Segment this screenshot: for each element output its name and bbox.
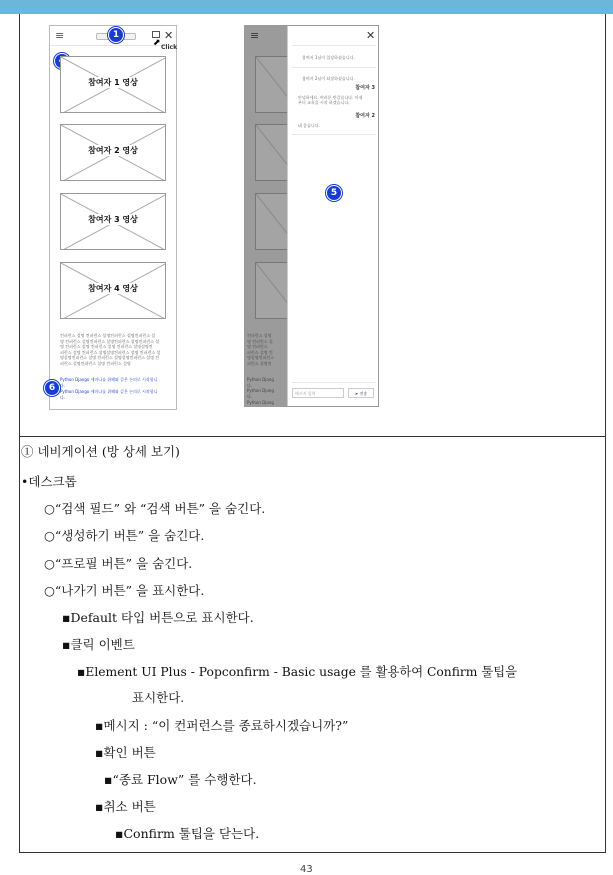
mockup-header [50,26,178,51]
list-item-level4: ▪확인 버튼 [95,745,156,760]
participant-video-tile [60,262,166,319]
info-link[interactable]: Python Django 세미나를 위해와 같은 논의로 시작합니 [60,377,158,382]
section-divider [20,436,605,437]
drawer-divider [292,382,376,383]
list-item-text: 취소 버튼 [103,799,156,814]
dimmed-text: 명 컨퍼런스 설 [247,338,273,344]
list-item-text: “생성하기 버튼” 을 숨긴다. [54,528,205,543]
description-line: 퍼런스 설명컨퍼런스 설명 컨퍼런스 설명 [60,360,131,366]
dimmed-text: 명 컨퍼런스 [247,344,268,349]
click-label: Click [161,44,178,51]
room-detail-mockup [49,25,177,410]
dimmed-text: 퍼런스 설명컨 [247,360,272,366]
list-item-level1: •데스크톱 [21,474,77,489]
page-number: 43 [300,864,313,875]
info-link[interactable]: Python Django 세미나를 위해와 같은 논의로 시작합니 [60,389,158,394]
chat-icon[interactable] [152,31,160,38]
participant-video-tile [60,124,166,181]
list-item-level2: ○“검색 필드” 와 “검색 버튼” 을 숨긴다. [44,501,266,516]
participant-video-tile [60,56,166,113]
sender-name: 참여자 2 [355,113,375,119]
list-item-level3: ▪클릭 이벤트 [62,637,135,652]
list-item-level4: ▪메시지 : “이 컨퍼런스를 종료하시겠습니까?” [95,718,349,733]
list-item-text: Confirm 툴팁을 닫는다. [123,826,260,841]
send-label: 전송 [359,391,368,396]
description-line: 컨퍼런스 설명 컨퍼런스 설명컨퍼런스 설명컨퍼런스 설 [60,333,156,338]
list-item-level2: ○“프로필 버튼” 을 숨긴다. [44,556,193,571]
description-line: 명 컨퍼런스 설명컨퍼런스 설명컨퍼런스 설명컨퍼런스 설 [60,338,160,344]
chat-drawer-mockup [244,25,379,407]
badge-1: 1 [108,27,124,43]
badge-6: 6 [44,380,60,396]
chat-drawer [287,26,379,406]
chat-input[interactable]: 메시지 입력 [292,388,344,398]
description-line: 퍼런스 설명 컨퍼런스 설명설명컨퍼런스 설명 컨퍼런스 설 [60,349,161,355]
list-item-text: 클릭 이벤트 [70,637,135,652]
info-link[interactable]: 다. [60,382,66,388]
list-item-text: “검색 필드” 와 “검색 버튼” 을 숨긴다. [54,501,266,516]
close-icon[interactable]: ✕ [164,29,174,42]
chat-message: 네 좋습니다. [298,123,320,128]
badge-5: 5 [326,185,342,201]
participant-video-label: 참여자 4 영상 [85,283,141,294]
dimmed-text: 명설명컨퍼런스 [247,355,275,360]
drawer-divider [292,134,376,135]
send-button[interactable] [348,388,374,398]
section-heading: ① 네비게이션 (방 상세 보기) [21,444,180,459]
hamburger-menu-icon[interactable]: ≡ [250,29,260,42]
top-color-bar [0,0,613,14]
dimmed-text: 컨퍼런스 설명 [247,333,272,338]
drawer-divider [292,45,376,46]
list-item-level3: ▪Default 타입 버튼으로 표시한다. [62,610,254,625]
list-item-level5: ▪Confirm 툴팁을 닫는다. [115,826,260,841]
list-item-continuation: 표시한다. [132,690,185,705]
send-icon: ➤ [354,391,359,396]
list-item-text: “프로필 버튼” 을 숨긴다. [54,556,193,571]
list-item-level2: ○“나가기 버튼” 을 표시한다. [44,583,205,598]
dimmed-text: 다. [247,393,253,399]
participant-video-label: 참여자 2 영상 [85,145,141,156]
system-message: 참여자 2님이 퇴장하셨습니다. [302,76,355,81]
dimmed-text: Python Djang [247,388,274,393]
description-line: 명 컨퍼런스 설명 컨퍼런스 설명 컨퍼런스 설명설명컨 [60,344,153,349]
dimmed-text: Python Djang [247,377,274,382]
list-item-text: Element UI Plus - Popconfirm - Basic usage 를 활용하여 Confirm 툴팁을 [85,665,518,679]
list-item-text: 확인 버튼 [103,745,156,760]
list-item-level5: ▪“종료 Flow” 를 수행한다. [104,772,257,787]
participant-video-label: 참여자 3 영상 [85,214,141,225]
close-icon[interactable]: ✕ [366,29,376,42]
list-item-level4: ▪Element UI Plus - Popconfirm - Basic usage 를 활용하여 Confirm 툴팁을 [77,665,518,679]
list-item-level2: ○“생성하기 버튼” 을 숨긴다. [44,528,205,543]
cursor-icon: ⬈ [153,38,161,48]
participant-video-label: 참여자 1 영상 [85,77,141,88]
list-item-text: “나가기 버튼” 을 표시한다. [54,583,205,598]
list-item-text: “종료 Flow” 를 수행한다. [112,772,257,787]
hamburger-menu-icon[interactable]: ≡ [55,29,65,42]
drawer-divider [292,67,376,68]
list-item-text: Default 타입 버튼으로 표시한다. [70,610,254,625]
sender-name: 참여자 3 [355,85,375,91]
list-item-text: 메시지 : “이 컨퍼런스를 종료하시겠습니까?” [103,718,349,733]
list-item-level4: ▪취소 버튼 [95,799,156,814]
participant-video-tile [60,193,166,250]
description-line: 명설명컨퍼런스 설명 컨퍼런스 설명설명컨퍼런스 설명 컨 [60,355,160,360]
dimmed-text: 다. [247,382,253,388]
list-item-text: 데스크톱 [28,474,77,489]
system-message: 참여자 1님이 입장하셨습니다. [302,55,355,60]
info-link[interactable]: 다. [60,394,66,400]
chat-message: 부터 교육을 시작 하겠습니다. [298,100,350,105]
chat-message: 안녕하세요. 여러분 반갑습니다. 이제 [298,95,363,100]
dimmed-text: 퍼런스 설명 컨 [247,349,273,355]
dimmed-text: Python Djang [247,400,274,405]
